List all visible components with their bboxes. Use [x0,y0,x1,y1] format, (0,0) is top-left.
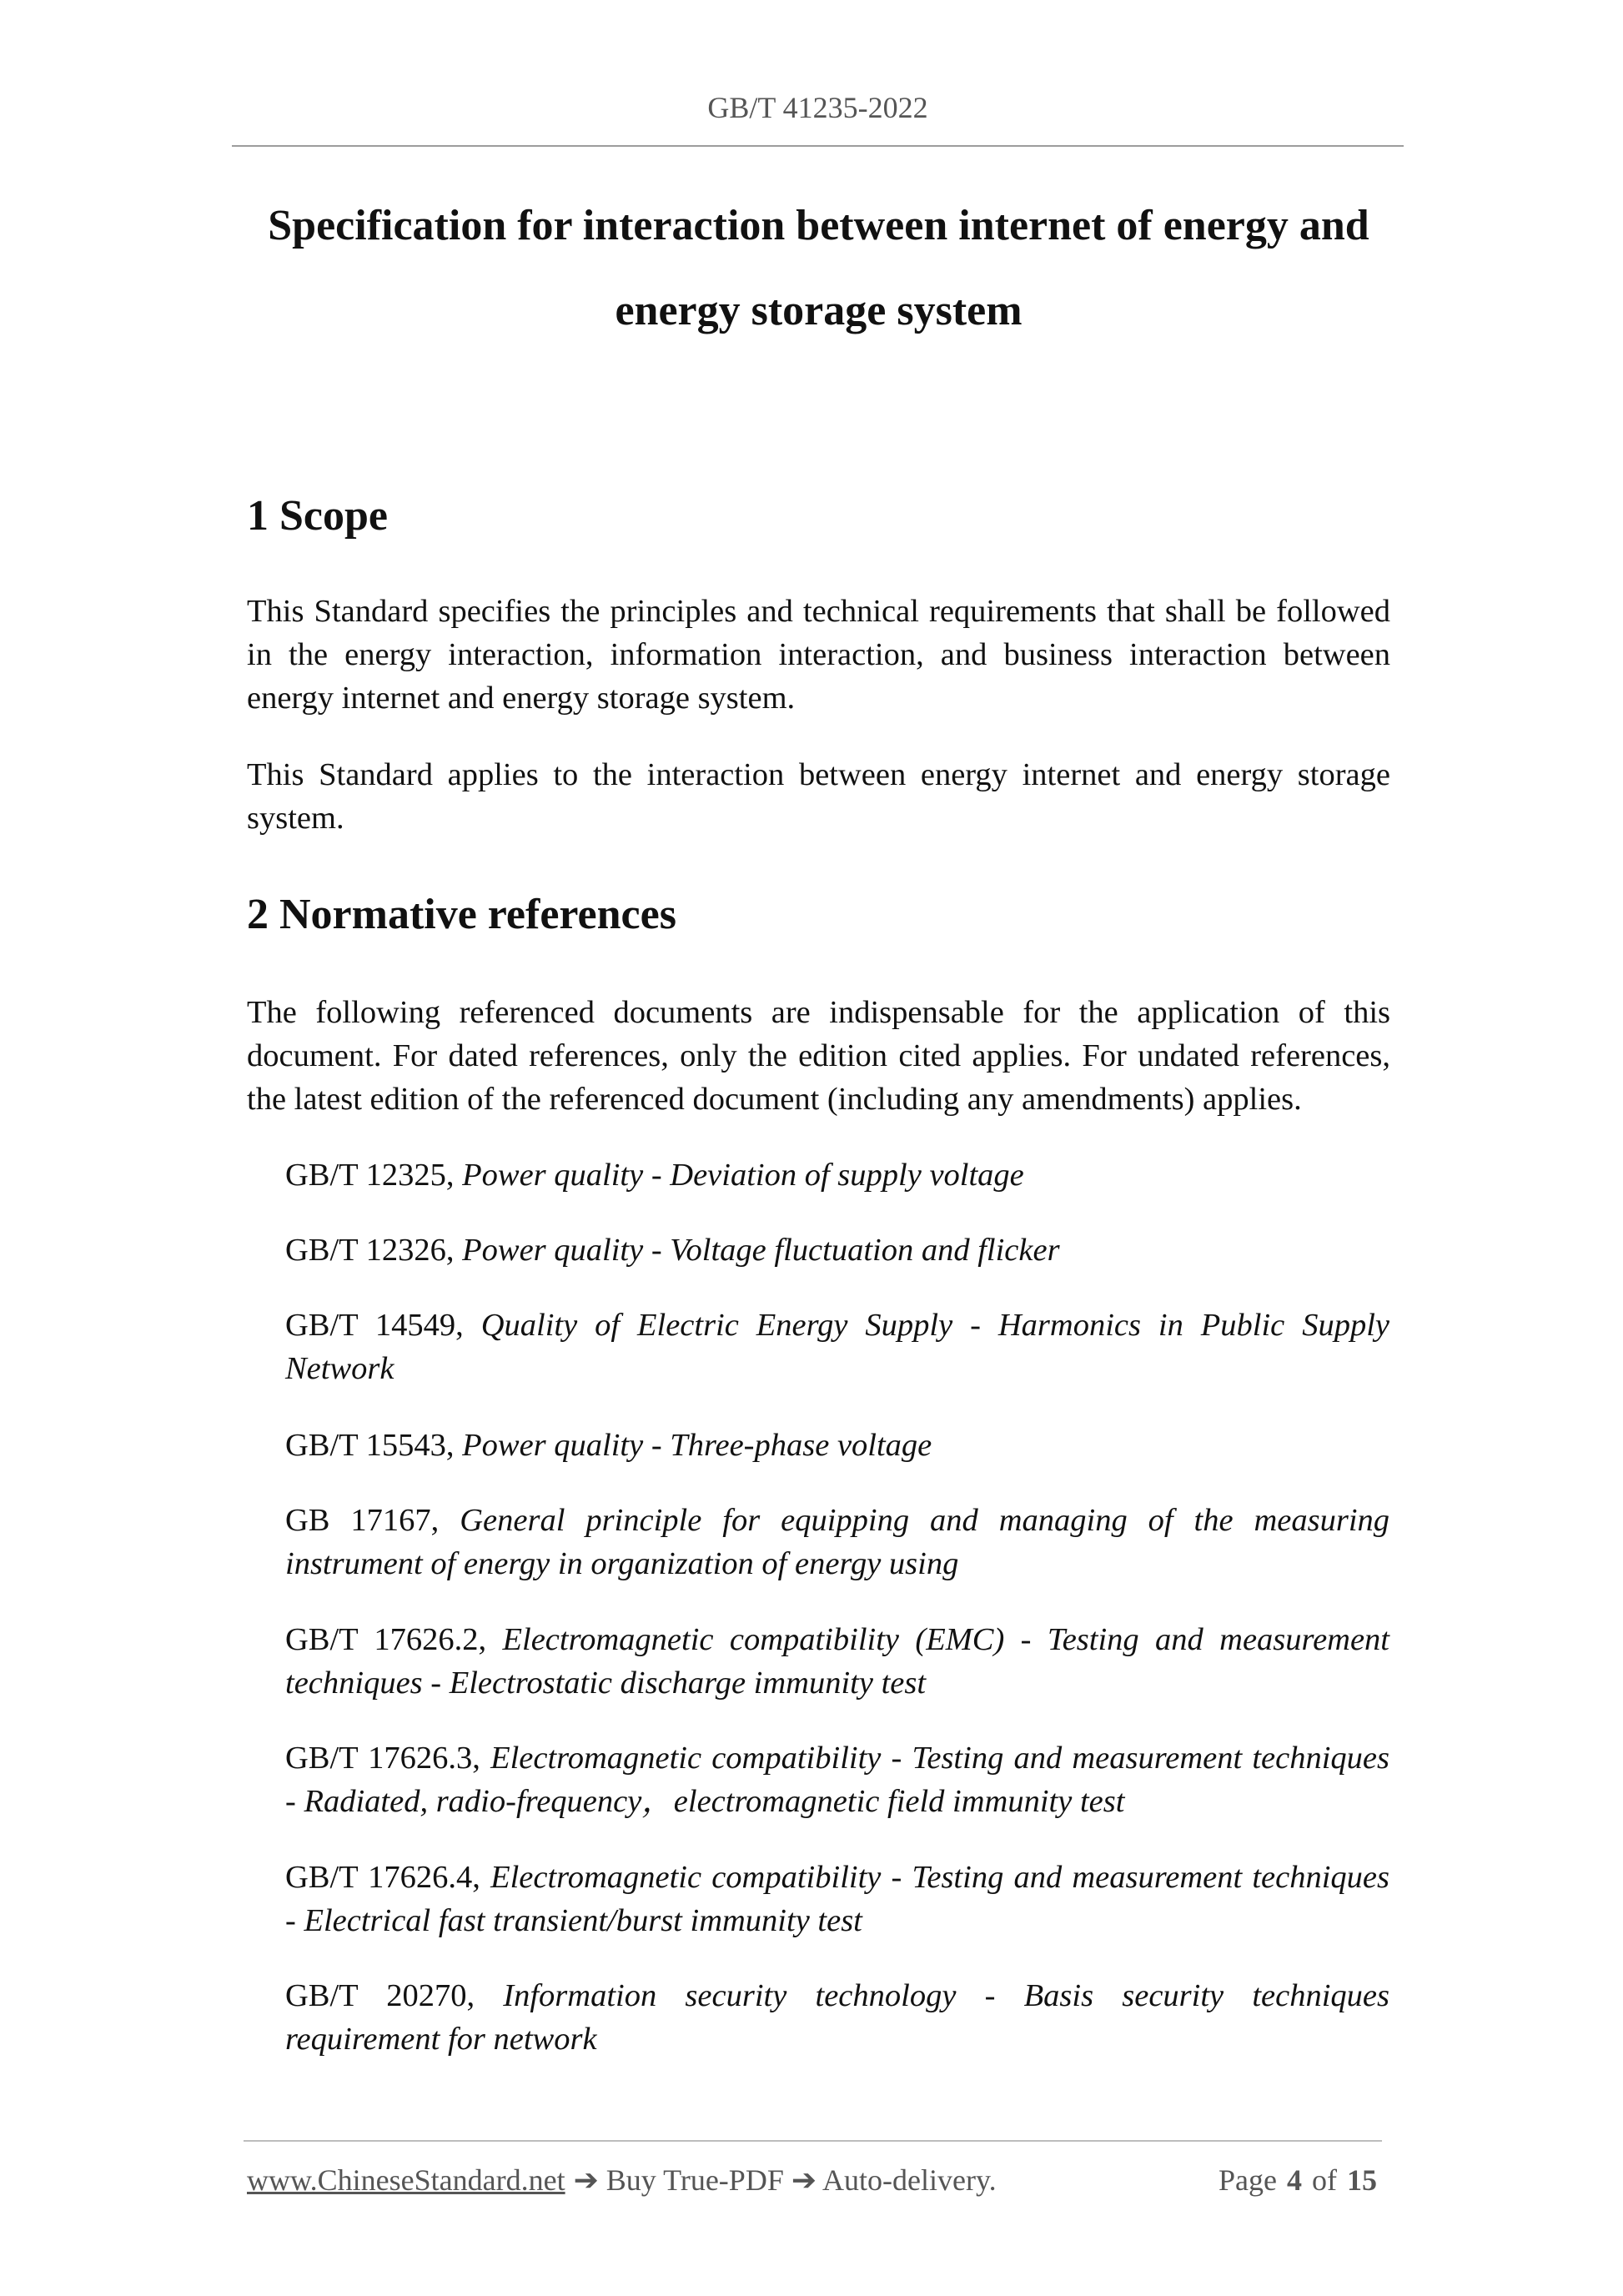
reference-line [285,1780,1389,1823]
reference-item [285,1499,1389,1585]
reference-title: Information security technology - Basis security techniques [503,1978,1389,2013]
reference-item [285,1153,1389,1197]
reference-title-continued: - Electrical fast transient/burst immunity test [285,1903,862,1938]
page-indicator [1219,2162,1377,2198]
reference-title-continued: requirement for network [285,2022,597,2057]
reference-item [285,1618,1389,1705]
reference-item [285,1736,1389,1823]
footer-promo [247,2162,997,2198]
section-heading-normative-references: 2 Normative references [247,891,676,938]
reference-code: GB/T 12325, [285,1158,455,1193]
reference-code: GB/T 20270, [285,1978,475,2013]
reference-title: Electromagnetic compatibility - Testing and measurement techniques [490,1860,1389,1895]
reference-code: GB/T 17626.4, [285,1860,480,1895]
reference-title: Electromagnetic compatibility - Testing and measurement techniques [490,1741,1389,1776]
normative-references-paragraph: The following referenced documents are indispensable for the application of this document. For dated references, only the edition cited applies. For undated references, the latest edition of the referenced document (including any amendments) applies. [247,995,1390,1117]
reference-line [285,1153,1389,1197]
reference-title: Power quality - Three-phase voltage [462,1428,932,1463]
reference-title-continued: Network [285,1351,394,1386]
reference-item [285,1856,1389,1942]
reference-code: GB/T 17626.3, [285,1741,480,1776]
footer-tagline: ➔ Buy True-PDF ➔ Auto-delivery. [573,2163,997,2197]
page-current: 4 [1287,2163,1302,2197]
reference-code: GB/T 15543, [285,1428,455,1463]
reference-line [285,1856,1389,1899]
reference-line [285,1228,1389,1272]
reference-line [285,1736,1389,1780]
page-total: 15 [1347,2163,1377,2197]
reference-title: Quality of Electric Energy Supply - Harmonics in Public Supply [480,1308,1389,1343]
reference-line [285,1304,1389,1347]
reference-line [285,1974,1389,2017]
reference-title: General principle for equipping and managing of the measuring [460,1503,1390,1538]
reference-item [285,1424,1389,1467]
header-doc-number: GB/T 41235-2022 [707,91,928,124]
reference-title: Power quality - Deviation of supply voltage [462,1158,1024,1193]
reference-title: Power quality - Voltage fluctuation and flicker [462,1233,1060,1268]
scope-paragraph: This Standard applies to the interaction between energy internet and energy storage system. [247,757,1390,836]
reference-line [285,1499,1389,1542]
reference-code: GB/T 14549, [285,1308,464,1343]
reference-code: GB/T 17626.2, [285,1622,487,1657]
reference-line [285,1424,1389,1467]
reference-line [285,2017,1389,2061]
footer-site-link[interactable]: www.ChineseStandard.net [247,2163,565,2197]
reference-code: GB/T 12326, [285,1233,455,1268]
reference-title: Electromagnetic compatibility (EMC) - Testing and measurement [502,1622,1389,1657]
reference-line [285,1542,1389,1585]
reference-code: GB 17167, [285,1503,440,1538]
reference-title-continued: techniques - Electrostatic discharge immunity test [285,1665,927,1701]
page-of-label: of [1312,2163,1337,2197]
reference-line [285,1347,1389,1390]
page-label: Page [1219,2163,1277,2197]
reference-item [285,1304,1389,1390]
header-divider [232,145,1404,147]
scope-paragraph: This Standard specifies the principles and technical requirements that shall be followed in the energy interaction, information interaction, and business interaction between energy internet and energy storage system. [247,594,1390,716]
footer-divider [244,2140,1382,2142]
reference-line [285,1618,1389,1661]
section-heading-scope: 1 Scope [247,492,388,540]
reference-item [285,1228,1389,1272]
reference-line [285,1661,1389,1705]
document-title: Specification for interaction between internet of energy and energy storage system [268,202,1369,334]
reference-title-continued: - Radiated, radio-frequency，electromagnetic field immunity test [285,1784,1125,1819]
reference-line [285,1899,1389,1942]
reference-item [285,1974,1389,2061]
reference-title-continued: instrument of energy in organization of energy using [285,1546,959,1581]
